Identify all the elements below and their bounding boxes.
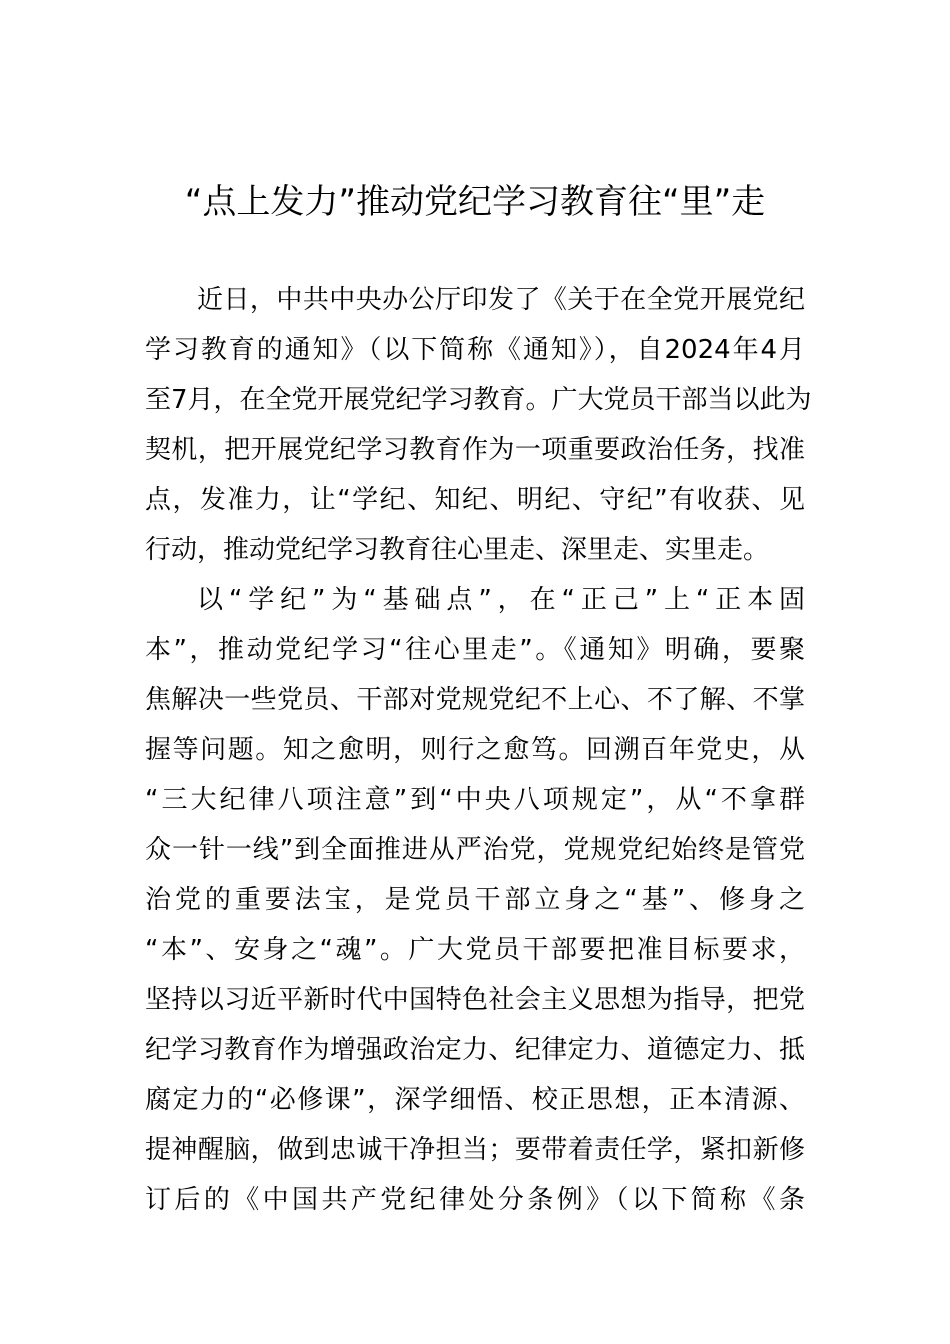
document-title: “点上发力”推动党纪学习教育往“里”走 [184, 182, 766, 222]
body-line: 坚持以习近平新时代中国特色社会主义思想为指导，把党 [145, 985, 805, 1015]
body-line: 行动，推动党纪学习教育往心里走、深里走、实里走。 [145, 535, 770, 565]
body-line: 近日，中共中央办公厅印发了《关于在全党开展党纪 [197, 285, 805, 315]
document-body [145, 275, 812, 1225]
body-line: 提神醒脑，做到忠诚干净担当；要带着责任学，紧扣新修 [145, 1135, 805, 1165]
body-line: 焦解决一些党员、干部对党规党纪不上心、不了解、不掌 [145, 685, 805, 715]
body-line: 治党的重要法宝，是党员干部立身之“基”、修身之 [145, 885, 805, 915]
body-line: 学习教育的通知》（以下简称《通知》），自2024年4月 [145, 335, 805, 365]
body-line: 至7月，在全党开展党纪学习教育。广大党员干部当以此为 [145, 385, 812, 415]
body-line: 纪学习教育作为增强政治定力、纪律定力、道德定力、抵 [145, 1035, 805, 1065]
body-line: 点，发准力，让“学纪、知纪、明纪、守纪”有收获、见 [145, 485, 805, 515]
body-line: 握等问题。知之愈明，则行之愈笃。回溯百年党史，从 [145, 735, 805, 765]
body-line: 本”，推动党纪学习“往心里走”。《通知》明确，要聚 [145, 635, 805, 665]
body-line: “本”、安身之“魂”。广大党员干部要把准目标要求， [145, 935, 805, 965]
body-line: “三大纪律八项注意”到“中央八项规定”，从“不拿群 [145, 785, 805, 815]
body-line: 腐定力的“必修课”，深学细悟、校正思想，正本清源、 [145, 1085, 805, 1115]
body-line: 以“学纪”为“基础点”，在“正己”上“正本固 [197, 585, 805, 615]
body-line: 订后的《中国共产党纪律处分条例》（以下简称《条 [145, 1185, 805, 1215]
body-line: 契机，把开展党纪学习教育作为一项重要政治任务，找准 [145, 435, 805, 465]
body-line: 众一针一线”到全面推进从严治党，党规党纪始终是管党 [145, 835, 805, 865]
